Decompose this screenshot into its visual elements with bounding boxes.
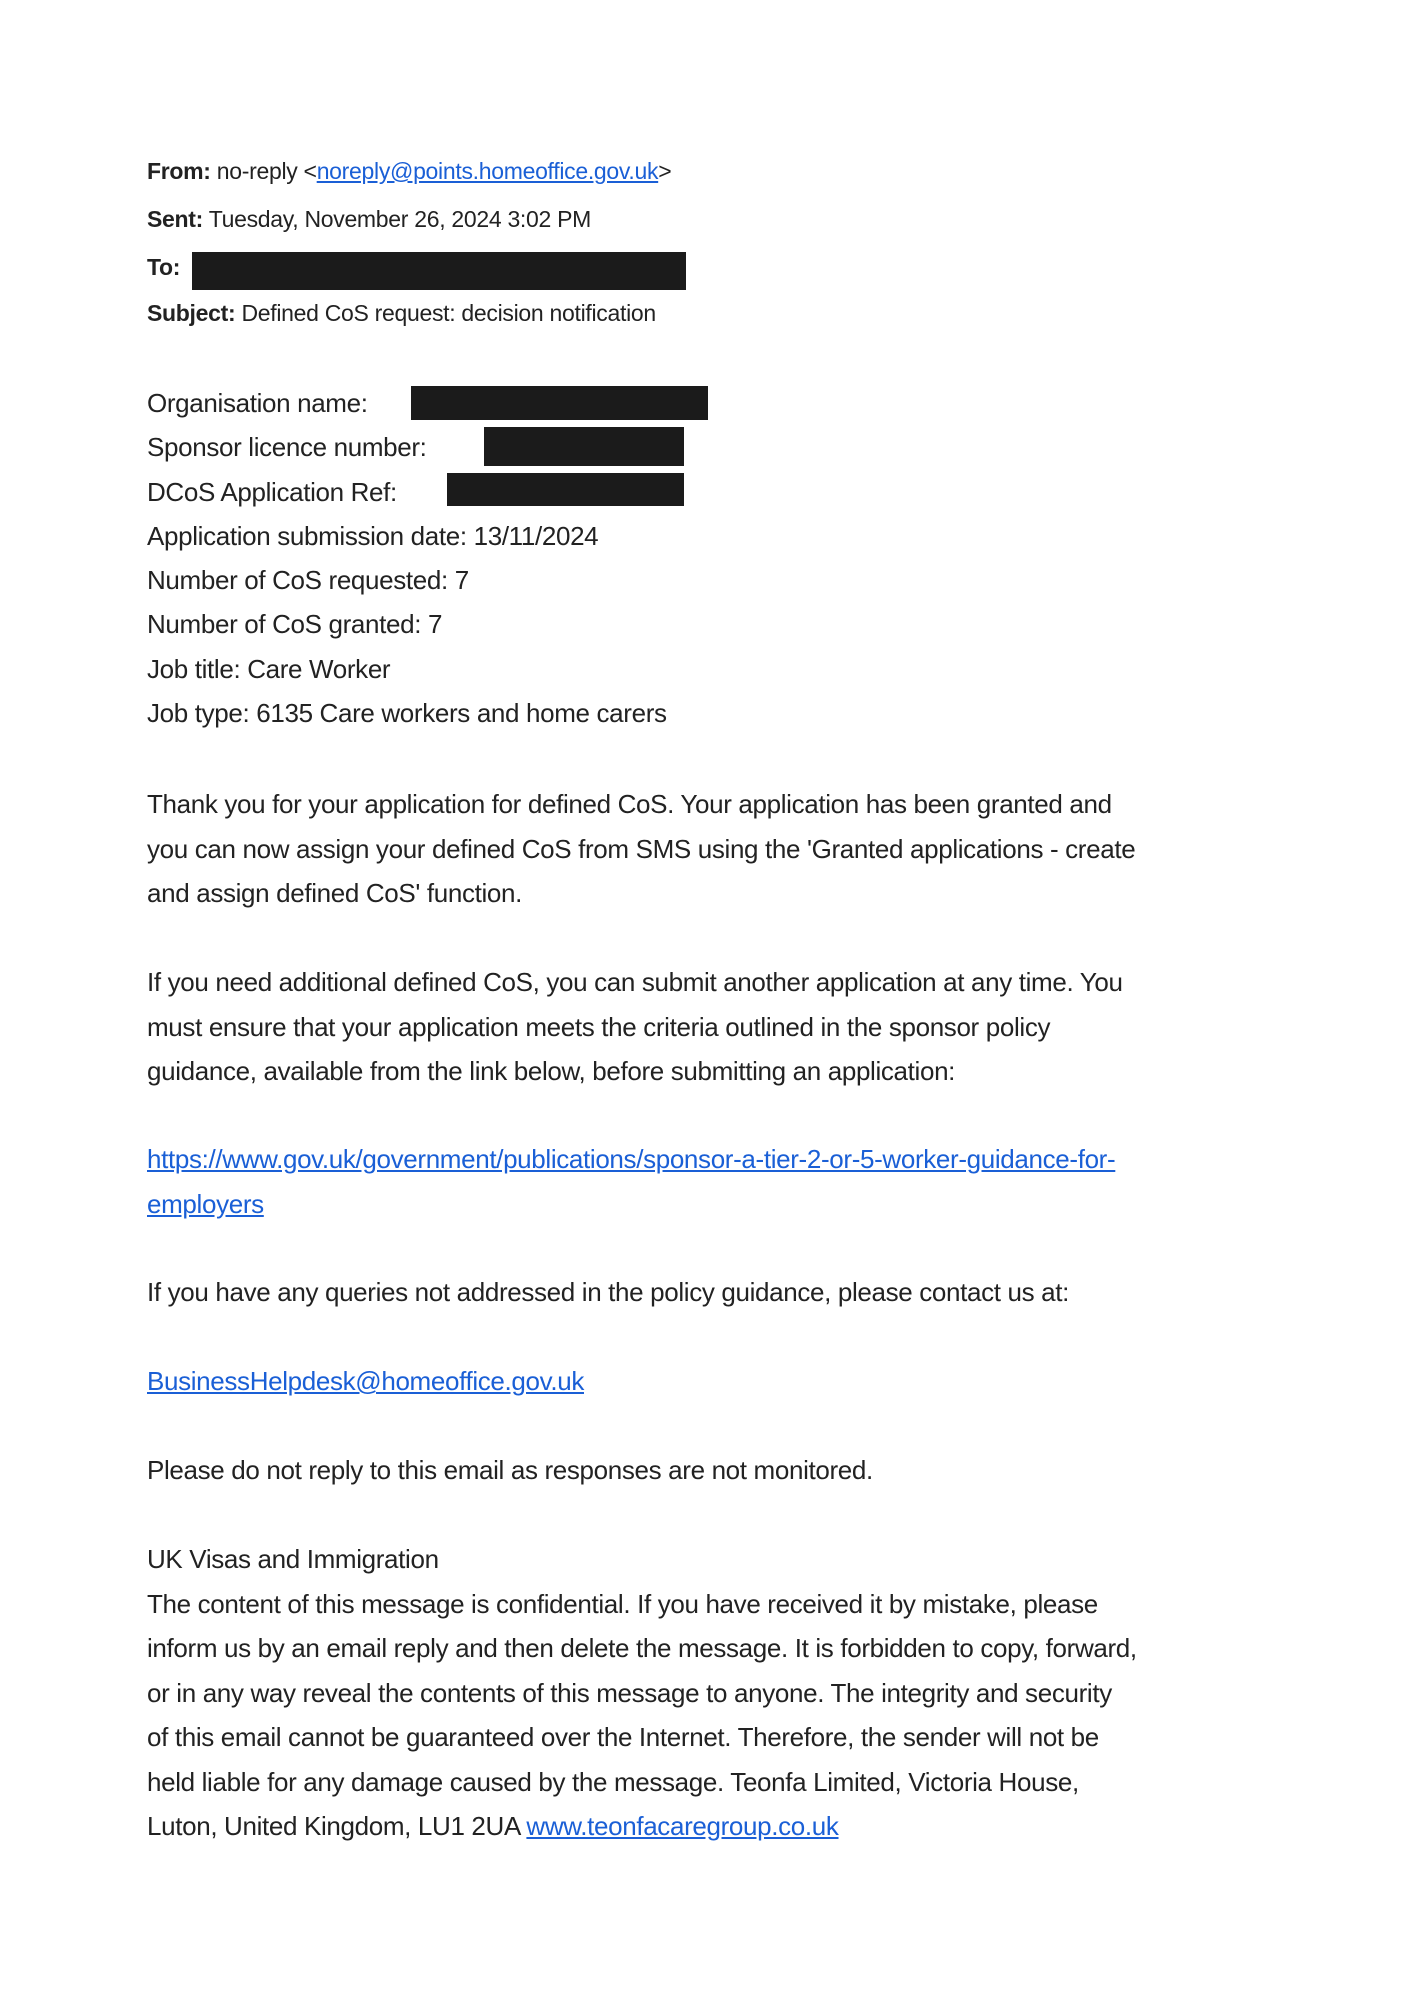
cos-granted: Number of CoS granted: 7 xyxy=(147,609,443,639)
from-label: From: xyxy=(147,158,211,184)
disclaimer-line: inform us by an email reply and then delete the message. It is forbidden to copy, forward, xyxy=(147,1633,1137,1663)
dcos-label: DCoS Application Ref: xyxy=(147,477,397,507)
organisation-line xyxy=(147,386,368,420)
organisation-redaction xyxy=(411,386,708,420)
from-name: no-reply < xyxy=(216,158,317,184)
para-line: you can now assign your defined CoS from SMS using the 'Granted applications - create xyxy=(147,833,1136,864)
submission-date: Application submission date: 13/11/2024 xyxy=(147,521,599,551)
signature: UK Visas and Immigration xyxy=(147,1544,439,1574)
disclaimer-line: or in any way reveal the contents of this message to anyone. The integrity and security xyxy=(147,1677,1112,1708)
disclaimer-address: Luton, United Kingdom, LU1 2UA xyxy=(147,1811,527,1841)
cos-requested: Number of CoS requested: 7 xyxy=(147,565,469,595)
disclaimer-line: The content of this message is confidential. If you have received it by mistake, please xyxy=(147,1588,1098,1619)
disclaimer-last-line xyxy=(147,1804,1327,1849)
disclaimer-line: of this email cannot be guaranteed over the Internet. Therefore, the sender will not be xyxy=(147,1722,1099,1752)
no-reply-line: Please do not reply to this email as responses are not monitored. xyxy=(147,1455,873,1485)
guidance-link[interactable] xyxy=(147,1137,1327,1226)
website-link[interactable]: www.teonfacaregroup.co.uk xyxy=(526,1811,839,1841)
sent-line xyxy=(147,204,591,234)
helpdesk-line xyxy=(147,1359,1327,1404)
job-title: Job title: Care Worker xyxy=(147,654,391,684)
from-close: > xyxy=(658,158,672,184)
subject-line xyxy=(147,298,656,328)
paragraph-granted xyxy=(147,782,1327,916)
sponsor-line xyxy=(147,430,427,464)
organisation-label: Organisation name: xyxy=(147,388,368,418)
to-redaction xyxy=(192,252,686,290)
sponsor-redaction xyxy=(484,427,684,466)
to-line xyxy=(147,252,180,282)
helpdesk-email-link[interactable]: BusinessHelpdesk@homeoffice.gov.uk xyxy=(147,1366,584,1396)
disclaimer-line: held liable for any damage caused by the message. Teonfa Limited, Victoria House, xyxy=(147,1766,1079,1797)
guidance-link-line[interactable]: employers xyxy=(147,1188,264,1219)
signature-block xyxy=(147,1537,1327,1849)
sent-label: Sent: xyxy=(147,206,204,232)
from-email-link[interactable]: noreply@points.homeoffice.gov.uk xyxy=(316,158,659,184)
para-line: If you need additional defined CoS, you can submit another application at any time. You xyxy=(147,967,1123,997)
dcos-redaction xyxy=(447,473,684,506)
queries-line: If you have any queries not addressed in the policy guidance, please contact us at: xyxy=(147,1277,1070,1307)
dcos-line xyxy=(147,475,397,509)
to-label: To: xyxy=(147,254,181,280)
para-line: must ensure that your application meets the criteria outlined in the sponsor policy xyxy=(147,1011,1051,1042)
subject-value: Defined CoS request: decision notification xyxy=(241,300,656,326)
paragraph-additional xyxy=(147,960,1327,1094)
guidance-link-line[interactable]: https://www.gov.uk/government/publications/sponsor-a-tier-2-or-5-worker-guidance-for- xyxy=(147,1144,1116,1174)
from-line xyxy=(147,156,671,186)
queries-text xyxy=(147,1270,1327,1315)
no-reply-text xyxy=(147,1448,1327,1493)
sponsor-label: Sponsor licence number: xyxy=(147,432,427,462)
para-line: and assign defined CoS' function. xyxy=(147,878,523,908)
para-line: guidance, available from the link below, before submitting an application: xyxy=(147,1056,956,1086)
job-type: Job type: 6135 Care workers and home carers xyxy=(147,698,667,728)
subject-label: Subject: xyxy=(147,300,236,326)
sent-value: Tuesday, November 26, 2024 3:02 PM xyxy=(208,206,591,232)
para-line: Thank you for your application for defined CoS. Your application has been granted and xyxy=(147,789,1112,819)
